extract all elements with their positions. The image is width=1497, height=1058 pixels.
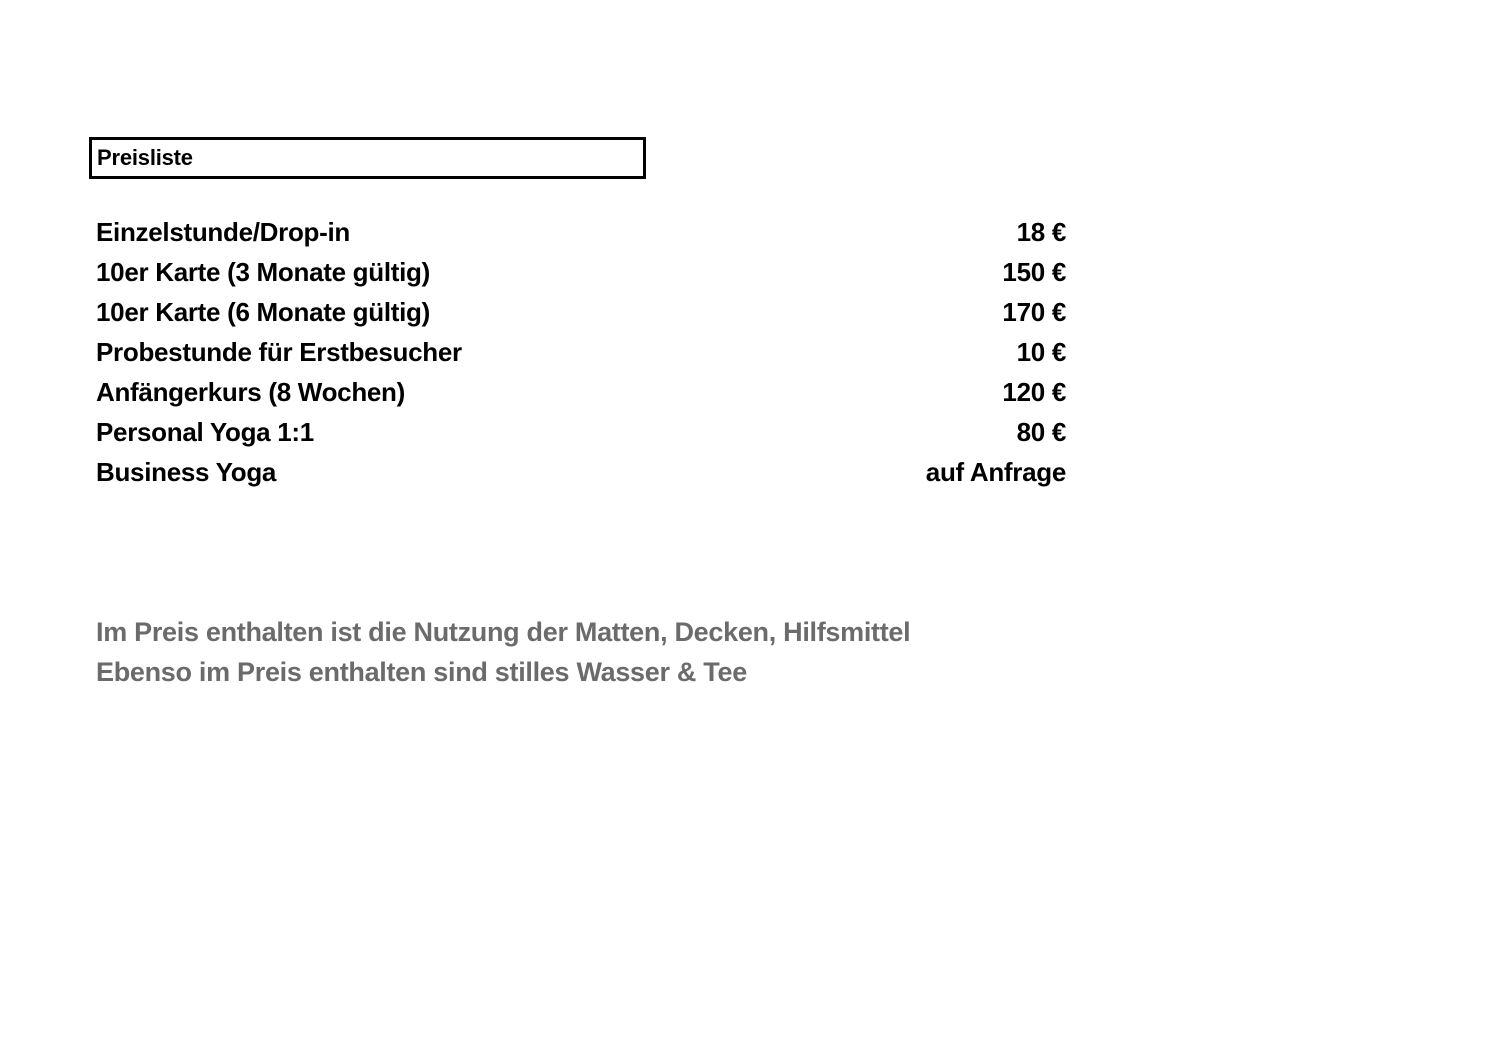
price-item-value: 10 €	[1016, 336, 1066, 367]
note-line: Ebenso im Preis enthalten sind stilles Wasser & Tee	[96, 657, 747, 687]
price-item-label: Business Yoga	[96, 456, 277, 487]
price-row	[96, 452, 1066, 492]
price-item-label: 10er Karte (3 Monate gültig)	[96, 256, 430, 287]
note-line: Im Preis enthalten ist die Nutzung der Matten, Decken, Hilfsmittel	[96, 617, 911, 647]
price-item-label: 10er Karte (6 Monate gültig)	[96, 296, 430, 327]
price-row	[96, 332, 1066, 372]
price-list	[96, 212, 1066, 492]
price-row	[96, 252, 1066, 292]
price-row	[96, 212, 1066, 252]
included-notes	[96, 612, 910, 692]
price-item-label: Einzelstunde/Drop-in	[96, 216, 351, 247]
price-item-value: 120 €	[1002, 376, 1066, 407]
price-item-value: 170 €	[1002, 296, 1066, 327]
price-list-title-box	[89, 137, 646, 179]
price-item-value: auf Anfrage	[925, 456, 1066, 487]
price-item-label: Anfängerkurs (8 Wochen)	[96, 376, 405, 407]
price-item-label: Probestunde für Erstbesucher	[96, 336, 462, 367]
price-row	[96, 372, 1066, 412]
price-item-label: Personal Yoga 1:1	[96, 416, 314, 447]
price-row	[96, 412, 1066, 452]
price-item-value: 80 €	[1016, 416, 1066, 447]
price-row	[96, 292, 1066, 332]
price-item-value: 150 €	[1002, 256, 1066, 287]
price-item-value: 18 €	[1016, 216, 1066, 247]
price-list-title: Preisliste	[97, 145, 193, 170]
